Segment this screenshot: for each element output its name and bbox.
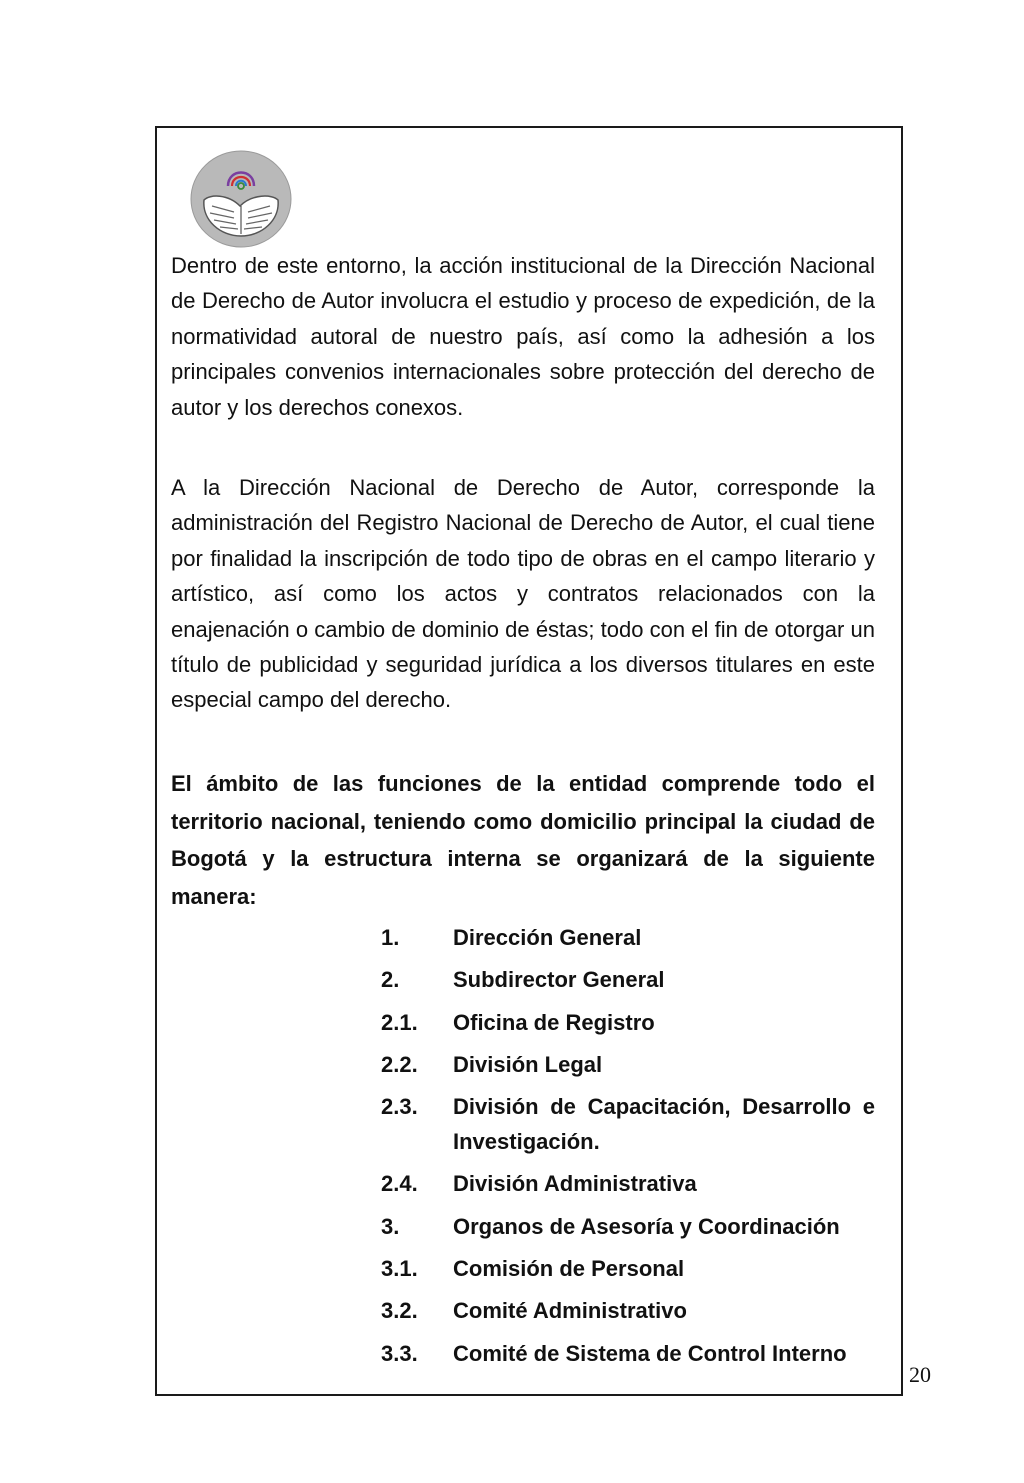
- list-item-text: Dirección General: [453, 925, 642, 950]
- paragraph-institutional-action: Dentro de este entorno, la acción institucional de la Dirección Nacional de Derecho de Autor involucra el estudio y proceso de expedición, de la normatividad autoral de nuestro país, así como la adhesión a los principales convenios internacionales sobre protección del derecho de autor y los derechos conexos.: [171, 253, 875, 420]
- list-item: [381, 1209, 875, 1244]
- list-item: [381, 1005, 875, 1040]
- list-item-text: División Legal: [453, 1051, 603, 1077]
- internal-structure-list: [381, 920, 875, 1378]
- list-item-text: Organos de Asesoría y Coordinación: [453, 1213, 840, 1239]
- list-item-number: 1.: [381, 925, 400, 950]
- list-item-number: 3.1.: [381, 1256, 418, 1282]
- copyright-logo-icon: [190, 150, 292, 248]
- list-item-number: 3.: [381, 1213, 400, 1239]
- list-item: [381, 1166, 875, 1201]
- list-item: [381, 962, 875, 997]
- list-item-text: Oficina de Registro: [453, 1009, 655, 1035]
- list-item-number: 3.3.: [381, 1340, 418, 1366]
- list-item-text: Comité de Sistema de Control Interno: [453, 1340, 847, 1366]
- list-item-text: División de Capacitación, Desarrollo e Investigación.: [453, 1094, 875, 1155]
- page-number: 20: [909, 1362, 931, 1387]
- list-item-text: Subdirector General: [453, 967, 665, 993]
- list-item-number: 2.2.: [381, 1051, 418, 1077]
- list-item: [381, 1293, 875, 1328]
- list-item-number: 2.4.: [381, 1171, 418, 1197]
- list-item: [381, 1336, 875, 1371]
- list-item-number: 2.3.: [381, 1094, 418, 1120]
- list-item-text: División Administrativa: [453, 1171, 697, 1197]
- paragraph-scope-of-functions: El ámbito de las funciones de la entidad comprende todo el territorio nacional, teniendo como domicilio principal la ciudad de Bogotá y la estructura interna se organizará de la siguiente manera:: [171, 771, 875, 909]
- paragraph-national-registry: A la Dirección Nacional de Derecho de Autor, corresponde la administración del Registro Nacional de Derecho de Autor, el cual tiene por finalidad la inscripción de todo tipo de obras en el campo literario y artístico, así como los actos y contratos relacionados con la enajenación o cambio de dominio de éstas; todo con el fin de otorgar un título de publicidad y seguridad jurídica a los diversos titulares en este especial campo del derecho.: [171, 475, 875, 713]
- list-item: [381, 1089, 875, 1159]
- list-item-number: 2.: [381, 967, 400, 993]
- list-item-number: 2.1.: [381, 1009, 418, 1035]
- list-item: [381, 1047, 875, 1082]
- list-item-text: Comisión de Personal: [453, 1256, 685, 1282]
- list-item-number: 3.2.: [381, 1298, 418, 1324]
- list-item-text: Comité Administrativo: [453, 1298, 687, 1324]
- list-item: [381, 1251, 875, 1286]
- list-item: [381, 920, 875, 955]
